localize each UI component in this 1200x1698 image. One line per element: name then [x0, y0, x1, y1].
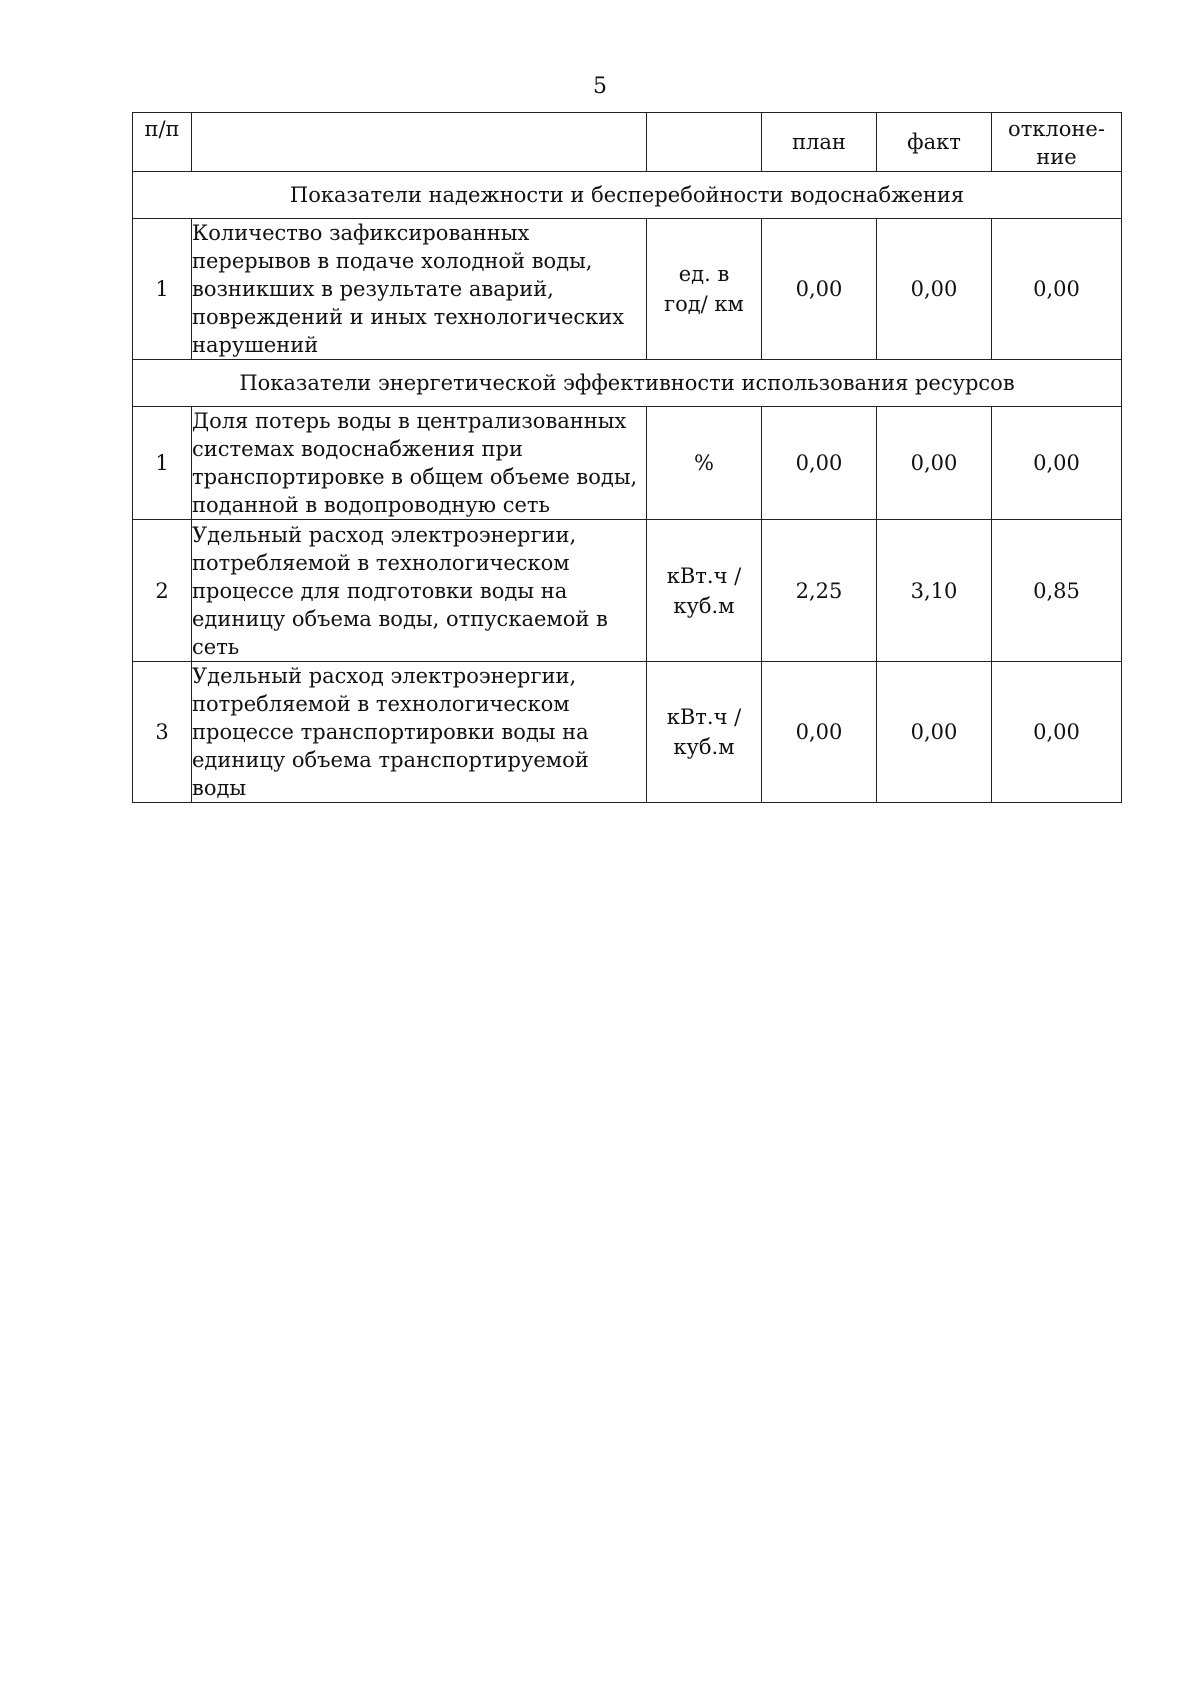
row-deviation: 0,85 — [992, 520, 1122, 662]
table-row — [133, 219, 1122, 360]
page-number: 5 — [593, 74, 607, 99]
table-row — [133, 662, 1122, 803]
row-fact: 0,00 — [877, 407, 992, 520]
row-deviation: 0,00 — [992, 662, 1122, 803]
header-unit — [647, 113, 762, 172]
row-plan: 0,00 — [762, 219, 877, 360]
table-row — [133, 407, 1122, 520]
row-num: 1 — [133, 407, 192, 520]
header-deviation: отклоне- ние — [992, 113, 1122, 172]
row-name: Удельный расход электроэнергии, потребляемой в технологическом процессе для подготовки воды на единицу объема воды, отпускаемой в сеть — [192, 520, 647, 662]
header-fact: факт — [877, 113, 992, 172]
header-num: п/п — [133, 113, 192, 172]
table-row — [133, 520, 1122, 662]
section-header-reliability — [133, 172, 1122, 219]
row-name: Удельный расход электроэнергии, потребляемой в технологическом процессе транспортировки воды на единицу объема транспортируемой воды — [192, 662, 647, 803]
row-num: 2 — [133, 520, 192, 662]
row-unit: ед. в год/ км — [647, 219, 762, 360]
row-unit: % — [647, 407, 762, 520]
section-header-efficiency — [133, 360, 1122, 407]
indicators-table — [132, 112, 1122, 803]
row-num: 1 — [133, 219, 192, 360]
row-unit: кВт.ч / куб.м — [647, 520, 762, 662]
section-title: Показатели надежности и бесперебойности водоснабжения — [133, 172, 1122, 219]
row-fact: 3,10 — [877, 520, 992, 662]
row-name: Доля потерь воды в централизованных системах водоснабжения при транспортировке в общем объеме воды, поданной в водопроводную сеть — [192, 407, 647, 520]
row-fact: 0,00 — [877, 662, 992, 803]
row-deviation: 0,00 — [992, 407, 1122, 520]
header-plan: план — [762, 113, 877, 172]
row-deviation: 0,00 — [992, 219, 1122, 360]
section-title: Показатели энергетической эффективности использования ресурсов — [133, 360, 1122, 407]
row-name: Количество зафиксированных перерывов в подаче холодной воды, возникших в результате аварий, повреждений и иных технологических нарушений — [192, 219, 647, 360]
row-plan: 0,00 — [762, 407, 877, 520]
row-fact: 0,00 — [877, 219, 992, 360]
row-unit: кВт.ч / куб.м — [647, 662, 762, 803]
row-plan: 2,25 — [762, 520, 877, 662]
table-header-row — [133, 113, 1122, 172]
row-num: 3 — [133, 662, 192, 803]
row-plan: 0,00 — [762, 662, 877, 803]
header-name — [192, 113, 647, 172]
